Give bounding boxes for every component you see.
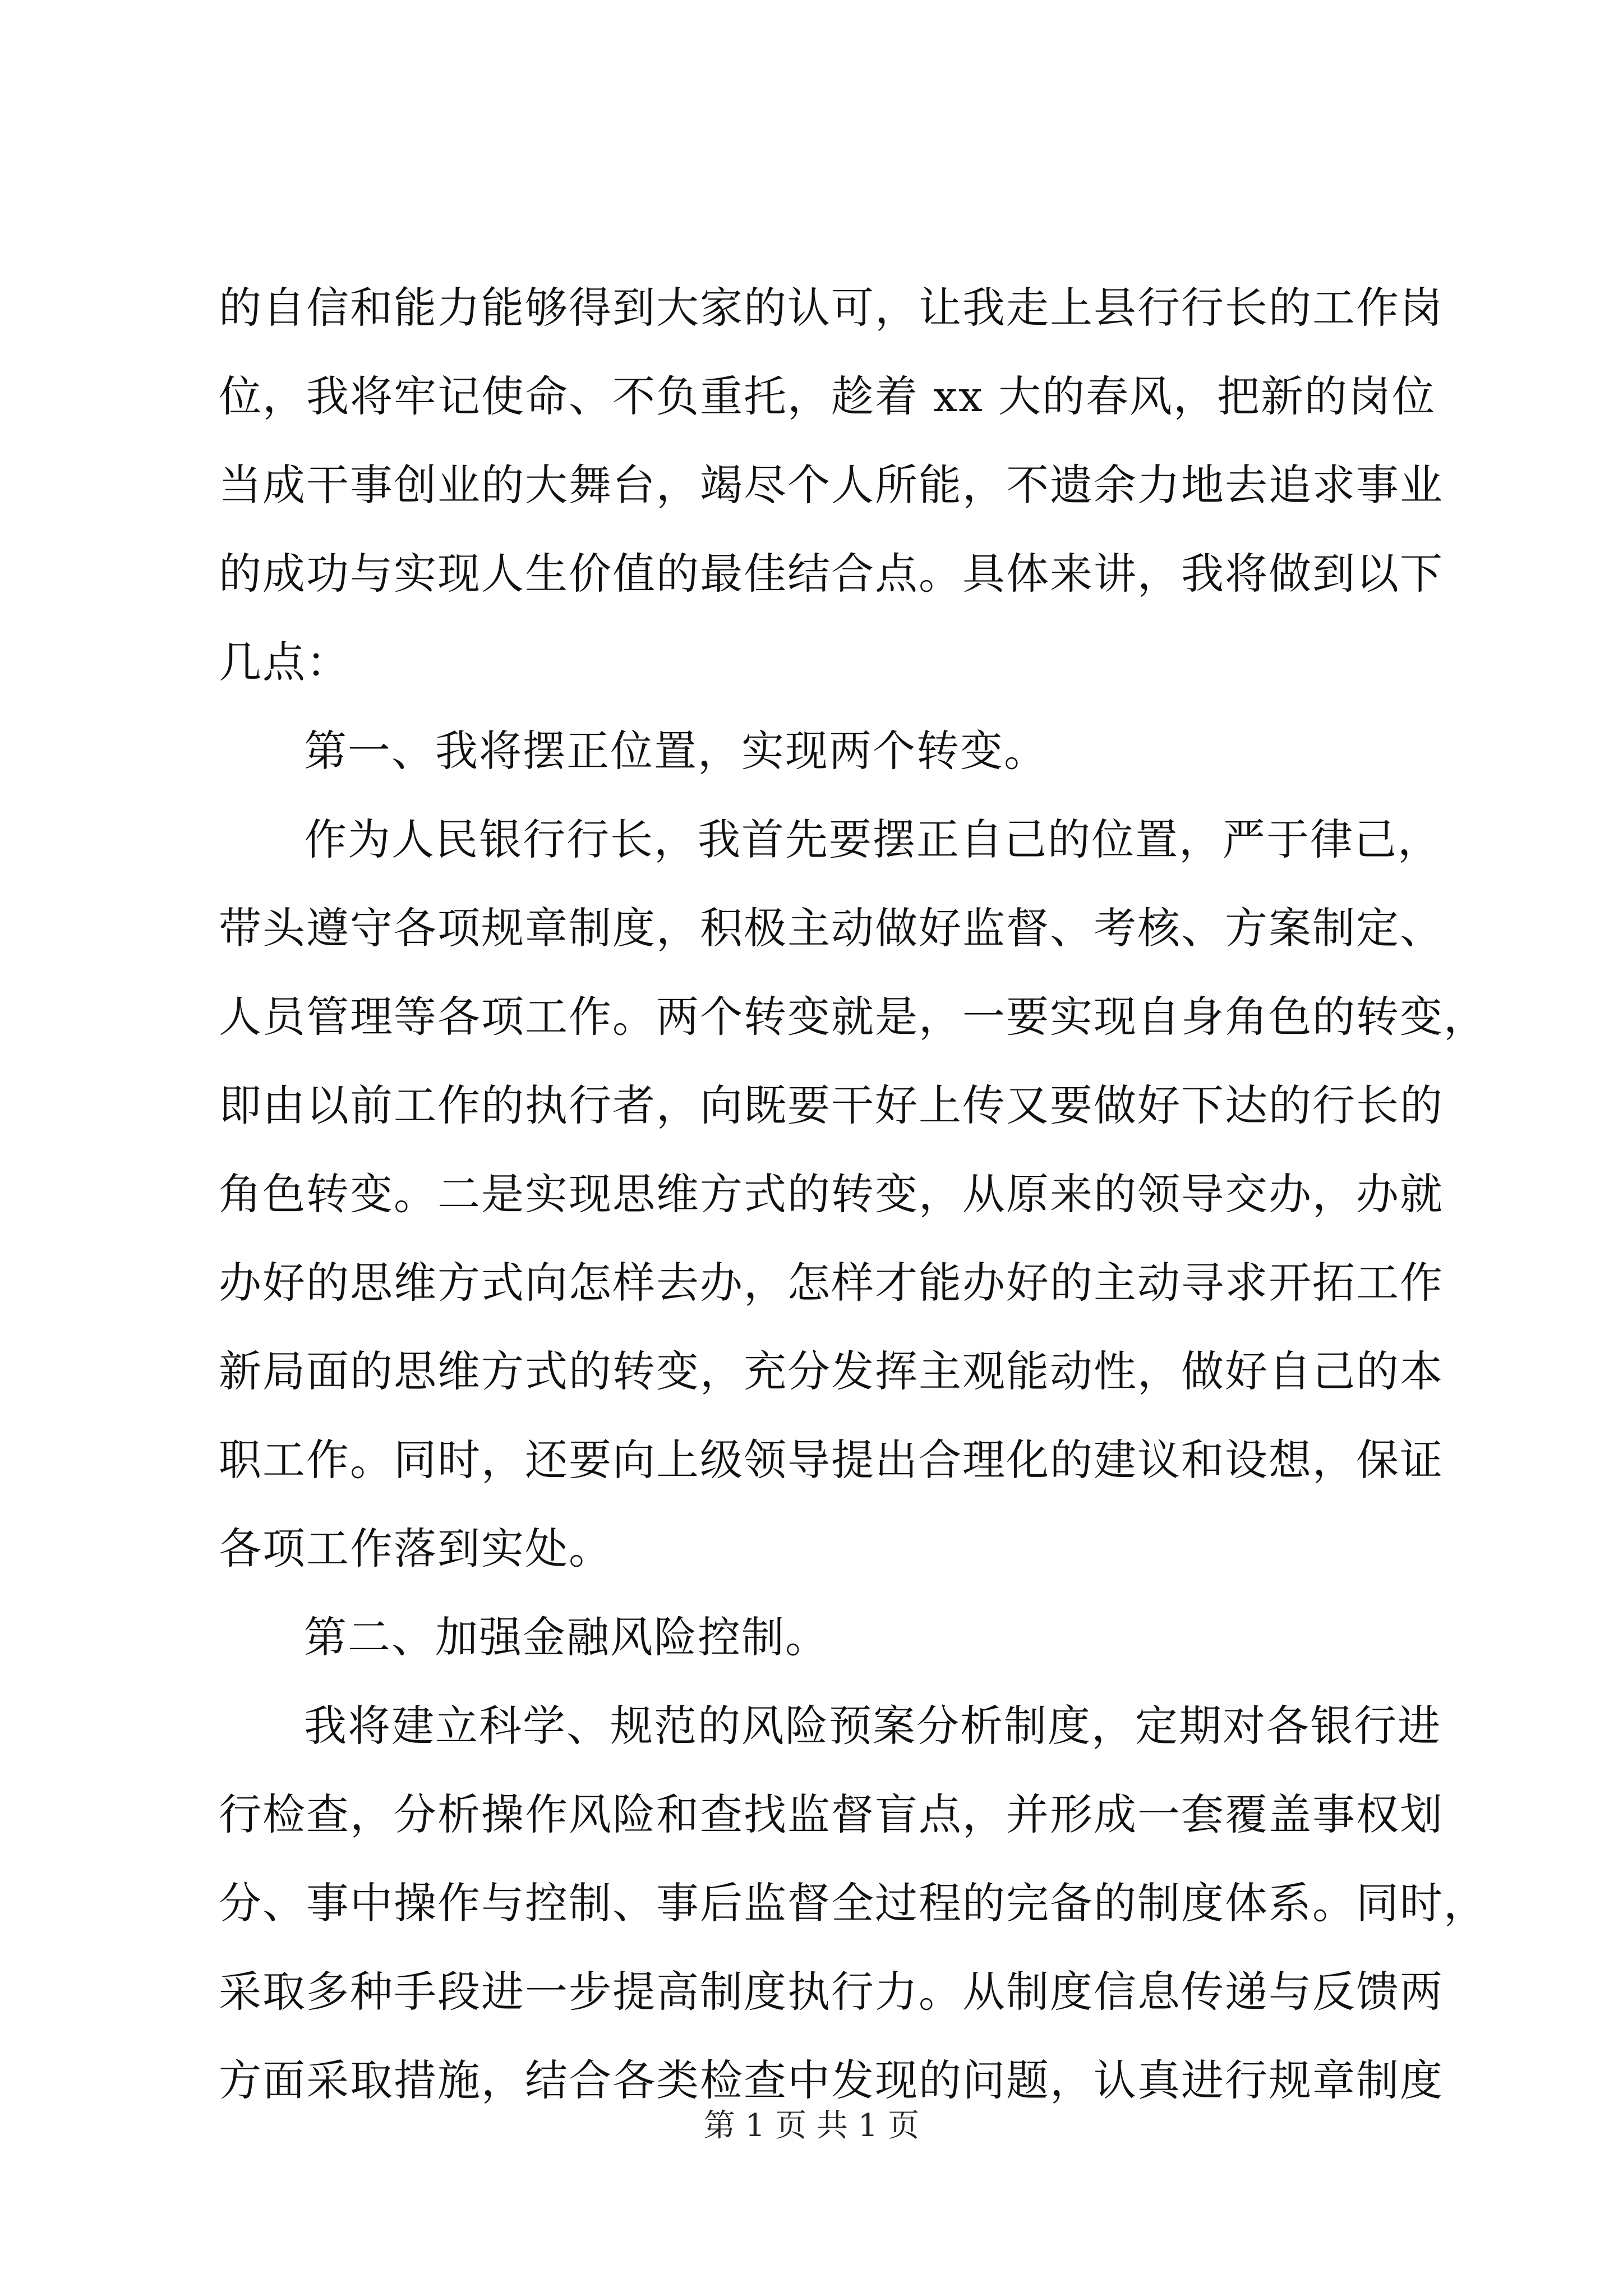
text-line: 几点：	[219, 637, 350, 687]
text-line: 各项工作落到实处。	[219, 1524, 612, 1573]
text-line: 的自信和能力能够得到大家的认可，让我走上县行行长的工作岗	[219, 283, 1444, 333]
text-line: 当成干事创业的大舞台，竭尽个人所能，不遗余力地去追求事业	[219, 460, 1444, 510]
text-line: 新局面的思维方式的转变，充分发挥主观能动性，做好自己的本	[219, 1346, 1444, 1396]
section-heading-1: 第一、我将摆正位置，实现两个转变。	[304, 726, 1048, 776]
text-line: 行检查，分析操作风险和查找监督盲点，并形成一套覆盖事权划	[219, 1789, 1444, 1839]
text-line: 角色转变。二是实现思维方式的转变，从原来的领导交办，办就	[219, 1169, 1444, 1219]
text-line: 带头遵守各项规章制度，积极主动做好监督、考核、方案制定、	[219, 903, 1444, 953]
text-line: 的成功与实现人生价值的最佳结合点。具体来讲，我将做到以下	[219, 549, 1444, 599]
page-footer: 第 1 页 共 1 页	[703, 2108, 920, 2144]
text-line: 位，我将牢记使命、不负重托，趁着 xx 大的春风，把新的岗位	[219, 371, 1436, 421]
text-line: 职工作。同时，还要向上级领导提出合理化的建议和设想，保证	[219, 1435, 1444, 1485]
text-line: 人员管理等各项工作。两个转变就是，一要实现自身角色的转变，	[219, 992, 1487, 1042]
section-heading-2: 第二、加强金融风险控制。	[304, 1612, 829, 1662]
text-line: 办好的思维方式向怎样去办，怎样才能办好的主动寻求开拓工作	[219, 1258, 1444, 1308]
text-line: 我将建立科学、规范的风险预案分析制度，定期对各银行进	[304, 1701, 1441, 1751]
text-line: 采取多种手段进一步提高制度执行力。从制度信息传递与反馈两	[219, 1967, 1444, 2017]
document-body	[219, 264, 1487, 2125]
text-line: 分、事中操作与控制、事后监督全过程的完备的制度体系。同时，	[219, 1878, 1487, 1928]
text-line: 即由以前工作的执行者，向既要干好上传又要做好下达的行长的	[219, 1080, 1444, 1130]
text-line: 方面采取措施，结合各类检查中发现的问题，认真进行规章制度	[219, 2055, 1444, 2105]
text-line: 作为人民银行行长，我首先要摆正自己的位置，严于律己，	[304, 815, 1441, 864]
